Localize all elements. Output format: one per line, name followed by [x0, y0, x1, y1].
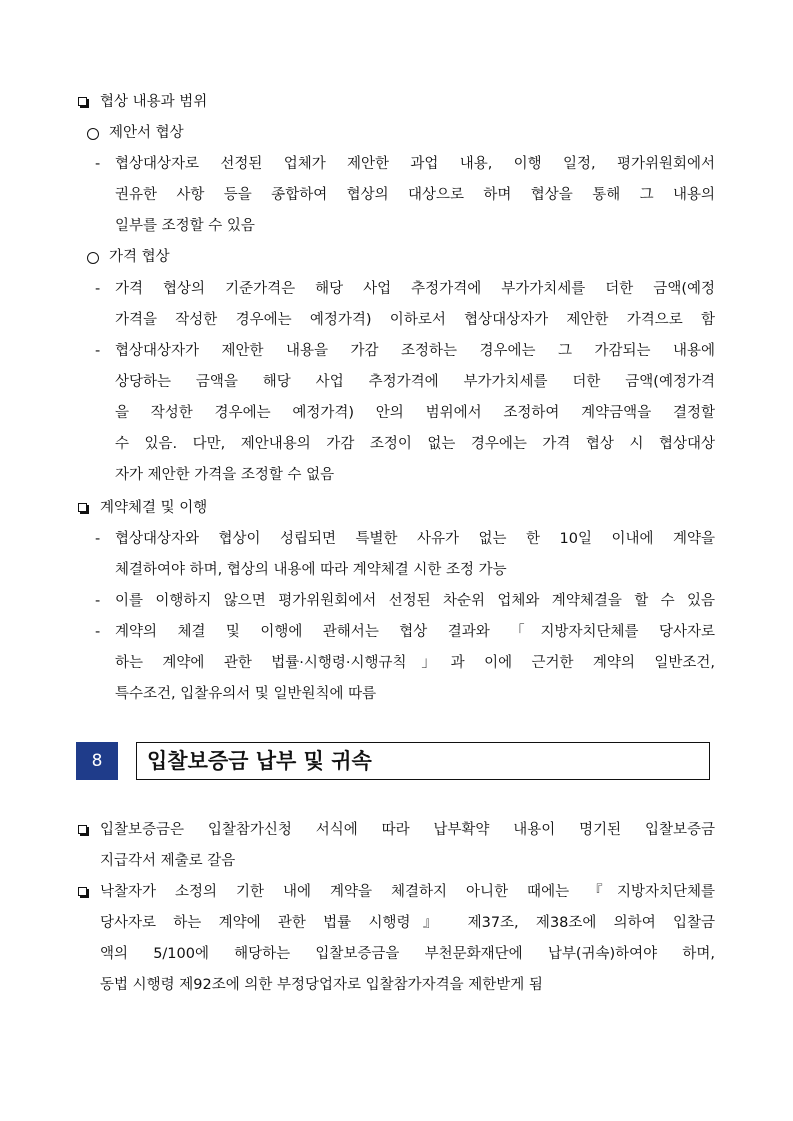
text-line: 일부를 조정할 수 있음: [115, 218, 255, 234]
text-line: 협상대상자와 협상이 성립되면 특별한 사유가 없는 한 10일 이내에 계약을: [115, 531, 715, 547]
heading-negotiation-scope: 협상 내용과 범위: [100, 94, 208, 110]
section-title-box: [136, 742, 710, 780]
text-line: 가격 협상의 기준가격은 해당 사업 추정가격에 부가가치세를 더한 금액(예정: [115, 281, 715, 297]
text-line: 이를 이행하지 않으면 평가위원회에서 선정된 차순위 업체와 계약체결을 할 수 있음: [115, 593, 715, 609]
text-line: 상당하는 금액을 해당 사업 추정가격에 부가가치세를 더한 금액(예정가격: [115, 374, 715, 390]
text-line: 낙찰자가 소정의 기한 내에 계약을 체결하지 아니한 때에는 『지방자치단체를: [100, 884, 715, 900]
text-line: 당사자로 하는 계약에 관한 법률 시행령』 제37조, 제38조에 의하여 입찰금: [100, 915, 715, 931]
dash-bullet: -: [95, 531, 101, 547]
text-line: 을 작성한 경우에는 예정가격) 안의 범위에서 조정하여 계약금액을 결정할: [115, 405, 715, 421]
dash-bullet: -: [95, 156, 101, 172]
text-line: 권유한 사항 등을 종합하여 협상의 대상으로 하며 협상을 통해 그 내용의: [115, 187, 715, 203]
checkbox-bullet-icon: [78, 503, 87, 512]
text-line: 가격을 작성한 경우에는 예정가격) 이하로서 협상대상자가 제안한 가격으로 함: [115, 312, 715, 328]
text-line: 협상대상자로 선정된 업체가 제안한 과업 내용, 이행 일정, 평가위원회에서: [115, 156, 715, 172]
dash-bullet: -: [95, 281, 101, 297]
checkbox-bullet-icon: [78, 887, 87, 896]
text-line: 계약의 체결 및 이행에 관해서는 협상 결과와 「지방자치단체를 당사자로: [115, 624, 715, 640]
text-line: 체결하여야 하며, 협상의 내용에 따라 계약체결 시한 조정 가능: [115, 562, 507, 578]
circle-bullet-icon: [87, 128, 99, 140]
heading-contract-execution: 계약체결 및 이행: [100, 500, 208, 516]
text-line: 특수조건, 입찰유의서 및 일반원칙에 따름: [115, 686, 377, 702]
text-line: 협상대상자가 제안한 내용을 가감 조정하는 경우에는 그 가감되는 내용에: [115, 343, 715, 359]
text-line: 액의 5/100에 해당하는 입찰보증금을 부천문화재단에 납부(귀속)하여야 하며,: [100, 946, 715, 962]
subheading-price-negotiation: 가격 협상: [109, 249, 170, 265]
dash-bullet: -: [95, 624, 101, 640]
text-line: 하는 계약에 관한 법률·시행령·시행규칙」과 이에 근거한 계약의 일반조건,: [115, 655, 715, 671]
section-number-badge: 8: [76, 742, 118, 780]
subheading-proposal-negotiation: 제안서 협상: [109, 125, 184, 141]
text-line: 자가 제안한 가격을 조정할 수 없음: [115, 467, 335, 483]
circle-bullet-icon: [87, 252, 99, 264]
text-line: 수 있음. 다만, 제안내용의 가감 조정이 없는 경우에는 가격 협상 시 협상대상: [115, 436, 715, 452]
section-title: 입찰보증금 납부 및 귀속: [147, 749, 372, 773]
checkbox-bullet-icon: [78, 97, 87, 106]
dash-bullet: -: [95, 343, 101, 359]
text-line: 지급각서 제출로 갈음: [100, 853, 236, 869]
dash-bullet: -: [95, 593, 101, 609]
text-line: 동법 시행령 제92조에 의한 부정당업자로 입찰참가자격을 제한받게 됨: [100, 977, 543, 993]
checkbox-bullet-icon: [78, 825, 87, 834]
text-line: 입찰보증금은 입찰참가신청 서식에 따라 납부확약 내용이 명기된 입찰보증금: [100, 822, 715, 838]
